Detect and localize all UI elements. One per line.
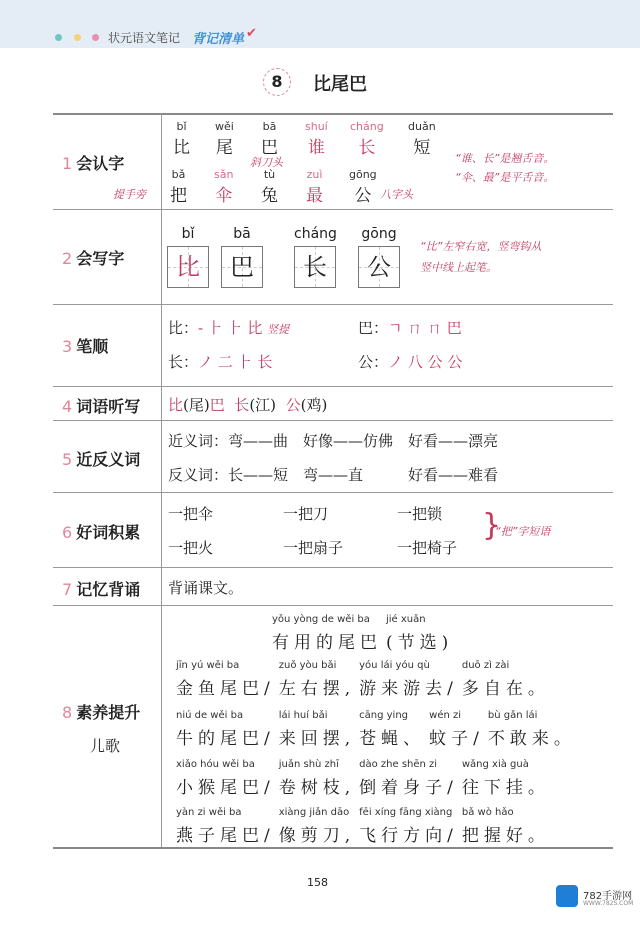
char-with-pinyin (350, 120, 384, 158)
char-with-pinyin (170, 168, 187, 206)
pronunciation-note: “谁、长”是翘舌音。 (455, 152, 555, 165)
poem-segment (279, 807, 355, 846)
poem-segment (176, 710, 275, 749)
poem-text: 不敢来。 (487, 729, 576, 749)
pinyin: gōng (349, 168, 377, 181)
pinyin: fēi xíng fāng xiàng (359, 807, 453, 818)
phrase: 一把椅子 (397, 539, 458, 557)
pinyin: cāng ying (359, 710, 409, 721)
pinyin: dào zhe shēn zi (359, 759, 438, 770)
character: 比 (173, 138, 190, 158)
section-label-7: 7 记忆背诵 (62, 580, 141, 599)
poem-line (176, 660, 554, 699)
character: 长 (303, 253, 327, 281)
pinyin: wǎng xià guà (461, 759, 529, 770)
poem-segment (429, 710, 484, 749)
antonyms-line: 反义词：长——短 弯——直 好看——难看 (168, 466, 499, 484)
section-label-3: 3 笔顺 (62, 337, 109, 356)
char-with-pinyin (214, 168, 233, 206)
poem-segment (462, 759, 550, 798)
row-divider (53, 492, 613, 493)
poem-segment (272, 614, 382, 653)
character: 巴 (230, 253, 254, 281)
poem-segment (359, 759, 458, 798)
pinyin: xiǎo hóu wěi ba (176, 759, 255, 770)
poem-text: 飞行方向/ (359, 826, 458, 846)
pronunciation-note: “伞、最”是平舌音。 (455, 171, 555, 184)
row-divider (53, 304, 613, 305)
poem-segment (386, 614, 453, 653)
poem-text: 蚊子/ (429, 729, 484, 749)
pinyin: bǐ (181, 226, 195, 242)
poem-segment (279, 759, 355, 798)
character: 兔 (261, 186, 278, 206)
poem-segment (359, 807, 458, 846)
character: 最 (306, 186, 323, 206)
character: 伞 (215, 186, 233, 206)
stroke-order-item: 巴：ㄱ ㄇ ㄇ 巴 (358, 319, 462, 337)
pinyin: cháng (294, 226, 337, 242)
stroke-order-item: 长：ノ 二 ⺊ 长 (168, 353, 273, 371)
row-divider (53, 209, 613, 210)
pinyin: bù gǎn lái (487, 710, 538, 721)
poem-text: 苍蝇、 (359, 729, 426, 749)
poem-title (272, 614, 457, 653)
column-divider (161, 113, 162, 847)
watermark-text: 782手游网 (583, 891, 633, 902)
pinyin: shuí (305, 120, 328, 133)
annotation-radical: 提手旁 (113, 188, 146, 201)
pinyin: gōng (361, 226, 397, 242)
char-with-pinyin (215, 120, 234, 158)
writing-grid-box (221, 246, 263, 288)
pinyin: yǒu yòng de wěi ba (272, 614, 370, 625)
poem-segment (359, 660, 458, 699)
poem-segment (176, 759, 275, 798)
pinyin: yóu lái yóu qù (359, 660, 430, 671)
table-top-border (53, 113, 613, 115)
poem-line (176, 807, 554, 846)
annotation-radical: 八字头 (380, 188, 413, 201)
poem-text: 倒着身子/ (359, 778, 458, 798)
poem-segment (462, 660, 550, 699)
writing-grid-box (167, 246, 209, 288)
char-with-pinyin (173, 120, 190, 158)
row-divider (53, 420, 613, 421)
character: 巴 (261, 138, 278, 158)
char-with-pinyin (261, 168, 278, 206)
poem-segment (488, 710, 576, 749)
poem-text: 金鱼尾巴/ (176, 679, 275, 699)
character: 公 (367, 253, 391, 281)
char-with-pinyin (408, 120, 436, 158)
character: 把 (170, 186, 187, 206)
stroke-order-item: 比：- ⺊ ⺊ 比 竖提 (168, 319, 290, 337)
table-bottom-border (53, 847, 613, 849)
poem-text: 牛的尾巴/ (176, 729, 275, 749)
character: 比 (176, 253, 200, 281)
pinyin: sǎn (214, 168, 234, 181)
stroke-order-item: 公：ノ 八 公 公 (358, 353, 463, 371)
poem-segment (359, 710, 425, 749)
pinyin: bā (262, 120, 277, 133)
pinyin: bā (233, 226, 251, 242)
page-header (0, 0, 640, 48)
series-title: 背记清单 (192, 32, 245, 47)
pinyin: bǎ wò hǎo (461, 807, 514, 818)
phrase: 一把伞 (168, 505, 214, 523)
poem-text: 来回摆, (278, 729, 356, 749)
pinyin: wén zi (429, 710, 462, 721)
poem-segment (279, 710, 355, 749)
section-label-5: 5 近反义词 (62, 450, 141, 469)
poem-segment (462, 807, 550, 846)
lesson-number: 8 (263, 68, 291, 96)
poem-text: 像剪刀, (278, 826, 356, 846)
yellow-dot-icon (74, 34, 81, 41)
dictation-words: 比(尾)巴 长(江) 公(鸡) (168, 396, 328, 414)
synonyms-line: 近义词：弯——曲 好像——仿佛 好看——漂亮 (168, 432, 499, 450)
writing-grid-box (294, 246, 336, 288)
character: 谁 (307, 138, 325, 158)
writing-note: 竖中线上起笔。 (420, 261, 497, 274)
character: 尾 (215, 138, 233, 158)
lesson-title: 比尾巴 (313, 74, 367, 95)
poem-text: 卷树枝, (278, 778, 356, 798)
brace-icon: } (482, 508, 502, 543)
section-label-4: 4 词语听写 (62, 397, 141, 416)
poem-segment (176, 807, 275, 846)
recite-text: 背诵课文。 (168, 579, 244, 597)
character: 短 (413, 138, 431, 158)
poem-line (176, 710, 580, 749)
pinyin: duō zì zài (461, 660, 510, 671)
page-number: 158 (307, 876, 328, 889)
row-divider (53, 567, 613, 568)
phrase: 一把锁 (397, 505, 443, 523)
pinyin: wěi (215, 120, 234, 133)
book-title: 状元语文笔记 (108, 31, 181, 45)
section-label-2: 2 会写字 (62, 249, 125, 268)
row-divider (53, 386, 613, 387)
phrase: 一把扇子 (283, 539, 344, 557)
phrase: 一把火 (168, 539, 214, 557)
pinyin: juǎn shù zhī (278, 759, 339, 770)
poem-text: 往下挂。 (461, 778, 550, 798)
pinyin: cháng (350, 120, 384, 133)
pinyin: zuǒ yòu bǎi (278, 660, 337, 671)
char-with-pinyin (305, 120, 328, 158)
poem-text: 小猴尾巴/ (176, 778, 275, 798)
char-with-pinyin (306, 168, 323, 206)
poem-text: 游来游去/ (359, 679, 458, 699)
watermark-logo-icon (556, 885, 578, 907)
pinyin: xiàng jiǎn dāo (278, 807, 350, 818)
poem-line (176, 759, 554, 798)
poem-text: 多自在。 (461, 679, 550, 699)
poem-text: 左右摆, (278, 679, 356, 699)
writing-note: “比”左窄右宽，竖弯钩从 (420, 240, 542, 253)
char-with-pinyin (261, 120, 278, 158)
annotation-radical: 斜刀头 (250, 156, 283, 169)
char-with-pinyin (349, 168, 377, 206)
pinyin: niú de wěi ba (176, 710, 244, 721)
poem-segment (176, 660, 275, 699)
pinyin: yàn zi wěi ba (176, 807, 242, 818)
phrase-note: “把”字短语 (495, 525, 551, 538)
check-icon: ✔ (246, 26, 257, 41)
section-sublabel: 儿歌 (90, 737, 121, 755)
poem-text: (节选) (386, 633, 454, 653)
pinyin: jié xuǎn (386, 614, 426, 625)
pinyin: duǎn (408, 120, 436, 133)
pinyin: bǐ (176, 120, 187, 133)
watermark-url: WWW.782S.COM (583, 900, 634, 907)
pinyin: bǎ (171, 168, 186, 181)
section-label-8: 8 素养提升 (62, 703, 141, 722)
section-label-1: 1 会认字 (62, 154, 125, 173)
character: 长 (358, 138, 376, 158)
pinyin: tù (263, 168, 276, 181)
teal-dot-icon (55, 34, 62, 41)
poem-text: 有用的尾巴 (272, 633, 382, 653)
poem-text: 燕子尾巴/ (176, 826, 275, 846)
character: 公 (354, 186, 372, 206)
pinyin: jīn yú wěi ba (176, 660, 240, 671)
poem-text: 把握好。 (461, 826, 550, 846)
pinyin: zuì (306, 168, 323, 181)
poem-segment (279, 660, 355, 699)
phrase: 一把刀 (283, 505, 329, 523)
row-divider (53, 605, 613, 606)
section-label-6: 6 好词积累 (62, 523, 141, 542)
pinyin: lái huí bǎi (278, 710, 328, 721)
writing-grid-box (358, 246, 400, 288)
pink-dot-icon (92, 34, 99, 41)
